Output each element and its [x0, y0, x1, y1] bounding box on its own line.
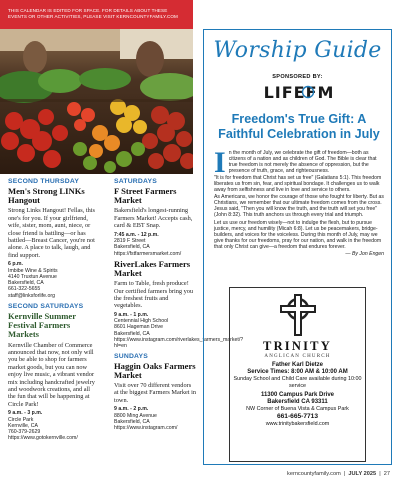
event-address: 8800 Ming Avenue	[114, 412, 157, 419]
church-corner: NW Corner of Buena Vista & Campus Park	[246, 406, 349, 413]
section-heading-second-thursday: SECOND THURSDAY	[8, 178, 80, 185]
event-description: Kernville Chamber of Commerce announced that now, not only will you be able to shop for farmers market goods, but you can now enjoy live music, a vibrant vendor mix including handcrafted jewelry and woodwork creations, and all the fun that will be happening at Circle Park!	[8, 341, 95, 408]
event-address: 8601 Hageman Drive	[114, 324, 164, 331]
worship-guide-panel	[203, 29, 392, 465]
article-paragraph: n the month of July, we celebrate the gift of freedom—both as citizens of a nation and as children of God. The Bible is clear that true freedom is not merely the absence of oppression, but the presence of truth, grace, and righteousness.	[228, 150, 377, 175]
event-venue: Imbibe Wine & Spirits	[8, 267, 58, 274]
section-heading-saturdays: SATURDAYS	[114, 178, 157, 185]
event-title-haggin-oaks-market: Haggin Oaks Farmers Market	[114, 360, 196, 380]
worship-guide-heading: Worship Guide	[213, 38, 382, 63]
church-website[interactable]: www.trinitybakersfield.com	[265, 420, 330, 427]
event-city: Kernville, CA	[8, 422, 38, 429]
calendar-notice-banner	[0, 0, 193, 29]
event-time: 9 a.m. - 1 p.m.	[114, 311, 149, 318]
farmers-market-photo	[0, 29, 193, 174]
event-time: 6 p.m.	[8, 261, 23, 268]
article-dropcap: I	[214, 146, 226, 179]
footer-site: kerncountyfamily.com	[287, 471, 341, 477]
event-title-kernville-festival: Kernville Summer Festival Farmers Markets	[8, 311, 76, 340]
event-details	[114, 232, 196, 257]
calendar-notice-text: THIS CALENDAR IS EDITED FOR SPACE. FOR DETAILS ABOUT THESE EVENTS OR OTHER ACTIVITIES, PLEASE VISIT KERNCOUNTYFAMILY.COM	[8, 8, 178, 20]
event-details	[114, 406, 196, 431]
page-footer: kerncountyfamily.com | JULY 2025 | 27	[287, 471, 390, 477]
event-phone: 760-379-2629	[8, 429, 41, 436]
childcare-note: Sunday School and Child Care available during 10:00 service	[233, 376, 362, 389]
event-details	[8, 261, 98, 299]
section-heading-second-saturdays: SECOND SATURDAYS	[8, 303, 84, 311]
event-description: Strong Links Hangout! Fellas, this one's for you. If your girlfriend, wife, sister, mom, aunt, niece, or close friend is battling—or has battled—Breast Cancer, you're not alone. A place to talk, laugh, and find support.	[8, 207, 95, 259]
event-description: Bakersfield's longest-running Farmers Market! Accepts cash, card & EBT Snap.	[114, 207, 193, 230]
service-times: Service Times: 8:00 AM & 10:00 AM	[247, 369, 348, 375]
footer-page-number: 27	[383, 471, 390, 477]
church-subtitle: ANGLICAN CHURCH	[264, 354, 331, 359]
article-byline: — By Jon Engen	[345, 250, 384, 257]
event-address: 2819 F Street	[114, 237, 146, 244]
event-title-mens-strong-links: Men's Strong LINKs Hangout	[8, 186, 85, 206]
event-description: Farm to Table, fresh produce! Our certified farmers bring you the freshest fruits and vegetables.	[114, 280, 194, 310]
church-phone: 661-665-7713	[276, 412, 319, 420]
trinity-church-ad	[229, 287, 366, 462]
event-details	[114, 311, 244, 350]
event-link[interactable]: https://fstfarmersmarket.com/	[114, 250, 182, 257]
article-paragraph: As Americans, we honor the courage of those who fought for liberty. But as Christians, we remember that our ultimate freedom comes from the cross. Jesus said, "Then you will know the truth, and the truth will set you free" (John 8:32). This truth anchors us through every trial and triumph.	[214, 194, 384, 219]
event-time: 9 a.m. - 2 p.m.	[114, 406, 149, 413]
event-city: Bakersfield, CA	[114, 244, 150, 251]
events-column-left	[8, 178, 98, 442]
article-body	[214, 146, 384, 257]
event-city: Bakersfield, CA	[114, 330, 150, 337]
events-column-right	[114, 178, 244, 432]
article-paragraph: Let us use our freedom wisely—not to indulge the flesh, but to pursue justice, mercy, and humility (Micah 6:8). Let us be peacemakers, bridge-builders, and voices for the voiceless. During this month of July, may we give thanks for our freedoms, pray for our nation, and walk in the freedom that only Christ can give—a freedom that endures forever.	[214, 219, 382, 250]
sponsor-label: SPONSORED BY:	[272, 74, 323, 80]
church-name: TRINITY	[263, 339, 332, 353]
event-details	[8, 410, 98, 441]
event-city: Bakersfield, CA	[8, 280, 44, 287]
article-title: Freedom's True Gift: A Faithful Celebration in July	[218, 112, 380, 141]
lifefm-logo	[253, 83, 345, 101]
section-heading-sundays: SUNDAYS	[114, 352, 149, 360]
pastor-name: Father Karl Dietze	[271, 362, 323, 368]
event-city: Bakersfield, CA	[114, 418, 150, 425]
event-phone: 661-322-5655	[8, 286, 41, 293]
event-link[interactable]: https://www.gotokernville.com/	[8, 435, 78, 442]
event-link[interactable]: https://www.instagram.com/riverlakes_farmers_market/?hl=en	[114, 337, 244, 350]
event-time: 9 a.m. - 3 p.m.	[8, 410, 43, 417]
svg-text:LIFEFM: LIFEFM	[263, 83, 335, 101]
event-title-riverlakes-market: RiverLakes Farmers Market	[114, 258, 191, 279]
celtic-cross-icon	[276, 292, 320, 338]
event-link[interactable]: staff@linksforlife.org	[8, 292, 55, 299]
footer-issue: JULY 2025	[348, 471, 377, 477]
event-address: 4140 Truxtun Avenue	[8, 273, 57, 280]
event-description: Visit over 70 different vendors at the biggest Farmers Market in town.	[114, 382, 197, 404]
event-venue: Centennial High School	[114, 318, 169, 325]
church-address: 11300 Campus Park Drive	[260, 392, 335, 399]
church-city: Bakersfield CA 93311	[267, 399, 328, 406]
event-link[interactable]: https://www.instagram.com/	[114, 425, 178, 432]
article-paragraph: "It is for freedom that Christ has set us free" (Galatians 5:1). This freedom liberates us from sin, fear, and spiritual bondage. It challenges us to walk away from selfishness and live in love and service to others.	[214, 175, 382, 194]
event-venue: Circle Park	[8, 416, 34, 423]
event-title-f-street-market: F Street Farmers Market	[114, 186, 177, 206]
event-time: 7:45 a.m. - 12 p.m.	[114, 231, 159, 238]
